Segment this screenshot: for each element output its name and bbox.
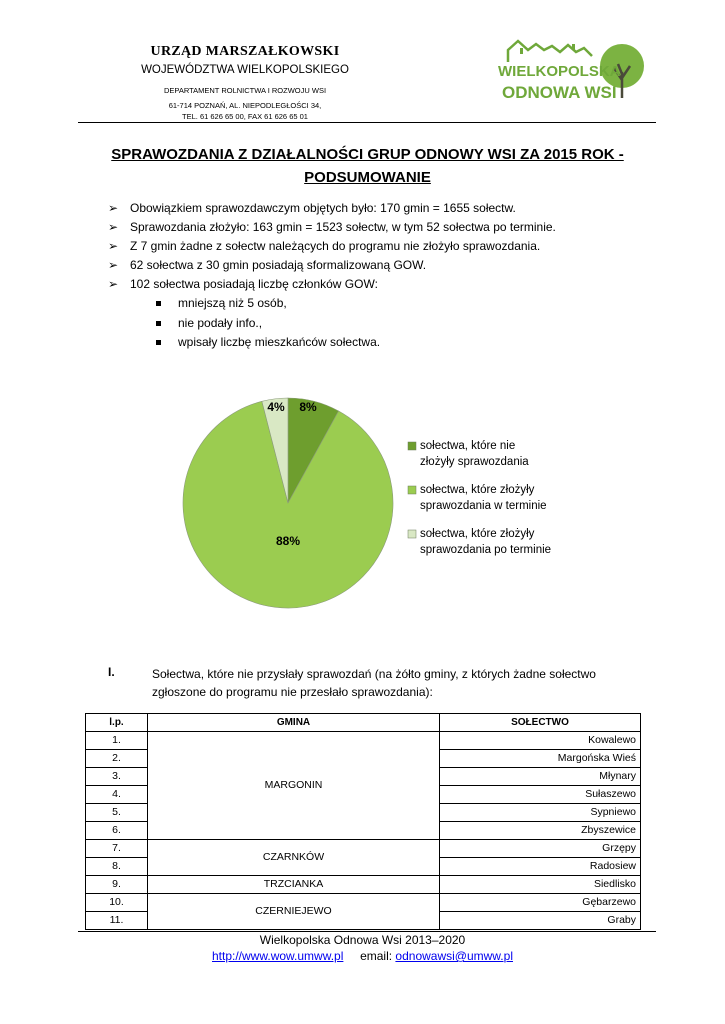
header-department: DEPARTAMENT ROLNICTWA I ROZWOJU WSI	[163, 86, 327, 95]
sub-bullet-item	[108, 333, 668, 353]
table-row	[86, 840, 641, 858]
summary-bullets	[108, 199, 668, 353]
bullet-text: Z 7 gmin żadne z sołectw należących do programu nie złożyło sprawozdania.	[130, 239, 541, 253]
legend-label: sołectwa, które złożyły sprawozdania po terminie	[420, 528, 552, 556]
footer-divider	[78, 931, 656, 932]
table-row	[86, 732, 641, 750]
cell-lp: 1.	[86, 732, 148, 750]
footer-email-label: email:	[360, 949, 393, 963]
section-text: Sołectwa, które nie przysłały sprawozdań (na żółto gminy, z których żadne sołectwo zgłoszone do programu nie przesłało sprawozdania):	[152, 667, 596, 699]
pie-slice-label: 4%	[267, 400, 285, 414]
cell-lp: 5.	[86, 804, 148, 822]
header-org: URZĄD MARSZAŁKOWSKI	[150, 44, 340, 59]
bullet-text: Obowiązkiem sprawozdawczym objętych było: 170 gmin = 1655 sołectw.	[130, 201, 516, 215]
bullet-item	[108, 218, 668, 237]
bullet-text: Sprawozdania złożyło: 163 gmin = 1523 sołectw, w tym 52 sołectwa po terminie.	[130, 220, 556, 234]
bullet-item	[108, 199, 668, 218]
sub-bullet-text: wpisały liczbę mieszkańców sołectwa.	[178, 335, 381, 349]
cell-lp: 6.	[86, 822, 148, 840]
cell-lp: 7.	[86, 840, 148, 858]
table-row	[86, 876, 641, 894]
arrow-bullet-icon: ➢	[108, 258, 119, 272]
pie-chart	[180, 385, 580, 625]
cell-solectwo: Młynary	[440, 768, 641, 786]
square-bullet-icon	[156, 301, 161, 306]
cell-solectwo: Gębarzewo	[440, 894, 641, 912]
header-address-line1: 61-714 POZNAŃ, AL. NIEPODLEGŁOŚCI 34,	[168, 101, 322, 110]
wielkopolska-odnowa-wsi-logo	[494, 36, 644, 106]
square-bullet-icon	[156, 340, 161, 345]
sub-bullet-item	[108, 294, 668, 314]
table-row	[86, 894, 641, 912]
header-voivodeship: WOJEWÓDZTWA WIELKOPOLSKIEGO	[141, 64, 349, 76]
page-title-line2: PODSUMOWANIE	[304, 169, 431, 186]
section-number: I.	[108, 665, 115, 679]
cell-lp: 9.	[86, 876, 148, 894]
header-solectwo: SOŁECTWO	[440, 714, 641, 732]
solectwa-table	[85, 713, 641, 930]
footer-email-link[interactable]: odnowawsi@umww.pl	[395, 949, 513, 963]
bullet-item	[108, 256, 668, 275]
cell-solectwo: Sypniewo	[440, 804, 641, 822]
page-title-line1: SPRAWOZDANIA Z DZIAŁALNOŚCI GRUP ODNOWY WSI ZA 2015 ROK -	[111, 146, 624, 163]
sub-bullet-item	[108, 314, 668, 334]
arrow-bullet-icon: ➢	[108, 220, 119, 234]
arrow-bullet-icon: ➢	[108, 239, 119, 253]
bullet-item	[108, 275, 668, 294]
sub-bullet-text: mniejszą niż 5 osób,	[178, 296, 287, 310]
legend-label: sołectwa, które nie złożyły sprawozdania	[420, 440, 529, 468]
square-bullet-icon	[156, 321, 161, 326]
logo-line2: ODNOWA WSI	[502, 83, 617, 102]
cell-lp: 4.	[86, 786, 148, 804]
footer-program: Wielkopolska Odnowa Wsi 2013–2020	[259, 933, 466, 947]
cell-solectwo: Grzępy	[440, 840, 641, 858]
page-title	[80, 143, 655, 189]
cell-lp: 10.	[86, 894, 148, 912]
cell-solectwo: Margońska Wieś	[440, 750, 641, 768]
cell-solectwo: Siedlisko	[440, 876, 641, 894]
footer-url-link[interactable]: http://www.wow.umww.pl	[212, 949, 344, 963]
legend-swatch	[408, 530, 416, 538]
cell-lp: 3.	[86, 768, 148, 786]
header-lp: l.p.	[86, 714, 148, 732]
cell-gmina: CZERNIEJEWO	[148, 894, 440, 930]
pie-slice-label: 88%	[275, 534, 301, 548]
arrow-bullet-icon: ➢	[108, 201, 119, 215]
header-address	[90, 100, 400, 122]
cell-solectwo: Radosiew	[440, 858, 641, 876]
cell-solectwo: Kowalewo	[440, 732, 641, 750]
logo-line1: WIELKOPOLSKA	[498, 63, 621, 80]
legend-swatch	[408, 442, 416, 450]
cell-gmina: TRZCIANKA	[148, 876, 440, 894]
table-header-row	[86, 714, 641, 732]
footer-contact	[0, 949, 725, 963]
cell-gmina: CZARNKÓW	[148, 840, 440, 876]
cell-solectwo: Sułaszewo	[440, 786, 641, 804]
cell-lp: 2.	[86, 750, 148, 768]
header-divider	[78, 122, 656, 123]
bullet-item	[108, 237, 668, 256]
cell-lp: 11.	[86, 912, 148, 930]
sub-bullet-text: nie podały info.,	[178, 315, 263, 330]
bullet-text: 102 sołectwa posiadają liczbę członków GOW:	[130, 277, 378, 291]
header-gmina: GMINA	[148, 714, 440, 732]
bullet-text: 62 sołectwa z 30 gmin posiadają sformalizowaną GOW.	[130, 258, 427, 272]
pie-slice-label: 8%	[299, 400, 317, 414]
cell-solectwo: Zbyszewice	[440, 822, 641, 840]
cell-gmina: MARGONIN	[148, 732, 440, 840]
arrow-bullet-icon: ➢	[108, 277, 119, 291]
cell-lp: 8.	[86, 858, 148, 876]
header-address-line2: TEL. 61 626 65 00, FAX 61 626 65 01	[182, 112, 308, 121]
legend-label: sołectwa, które złożyły sprawozdania w terminie	[420, 484, 547, 512]
cell-solectwo: Graby	[440, 912, 641, 930]
legend-swatch	[408, 486, 416, 494]
